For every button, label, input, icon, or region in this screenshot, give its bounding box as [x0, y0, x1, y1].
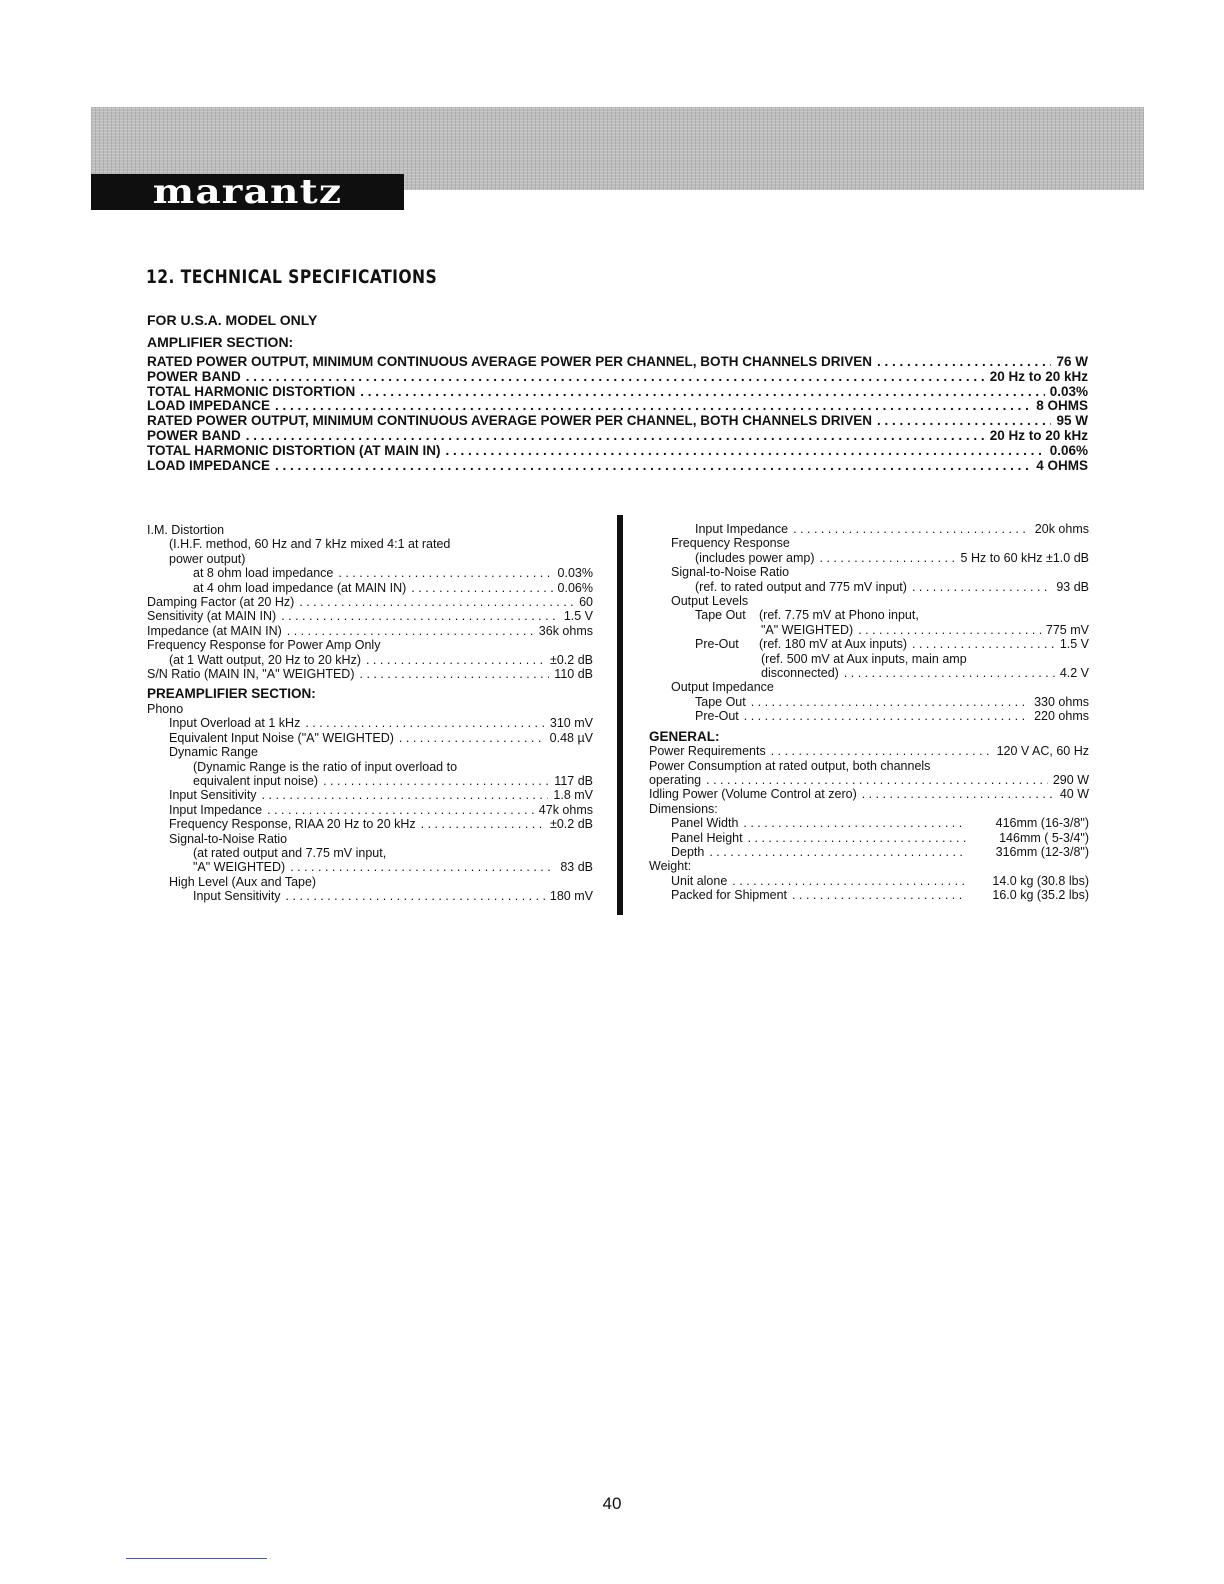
- spec-row: [147, 774, 593, 788]
- leader-dots: [246, 370, 985, 385]
- freq-response-label: Frequency Response: [671, 536, 790, 551]
- spec-row: [147, 817, 593, 831]
- leader-dots: [286, 889, 545, 903]
- leader-dots: [771, 744, 992, 758]
- spec-label: Unit alone: [671, 873, 728, 888]
- leader-dots: [793, 522, 1030, 536]
- leader-dots: [792, 888, 966, 902]
- spec-row: [649, 709, 1089, 723]
- spec-value: 0.06%: [557, 580, 593, 595]
- spec-row: [649, 874, 1089, 888]
- spec-label: Equivalent Input Noise ("A" WEIGHTED): [169, 730, 394, 745]
- spec-label: operating: [649, 772, 702, 787]
- general-heading: GENERAL:: [649, 728, 720, 744]
- footer-rule: [126, 1558, 267, 1559]
- dynamic-range-label: Dynamic Range: [169, 745, 258, 760]
- pre-out-note: (ref. 500 mV at Aux inputs, main amp: [761, 651, 967, 666]
- dynamic-range-note: (Dynamic Range is the ratio of input overload to: [193, 759, 458, 774]
- spec-label: "A" WEIGHTED): [193, 860, 286, 875]
- spec-value: 290 W: [1052, 772, 1089, 787]
- spec-row: [649, 580, 1089, 594]
- pre-out-label: Pre-Out: [695, 637, 739, 652]
- spec-value: 36k ohms: [538, 623, 593, 638]
- leader-dots: [744, 709, 1029, 723]
- spec-value: 220 ohms: [1034, 709, 1089, 724]
- spec-row: [147, 444, 1088, 459]
- leader-dots: [338, 566, 552, 580]
- leader-dots: [844, 666, 1055, 680]
- spec-value: 60: [579, 595, 593, 610]
- leader-dots: [323, 774, 549, 788]
- spec-label: LOAD IMPEDANCE: [147, 398, 271, 414]
- leader-dots: [421, 817, 545, 831]
- spec-label: (ref. 180 mV at Aux inputs): [759, 637, 907, 652]
- spec-label: Input Impedance: [695, 522, 789, 536]
- spec-label: disconnected): [761, 666, 839, 681]
- spec-value: 110 dB: [554, 667, 593, 682]
- spec-label: TOTAL HARMONIC DISTORTION: [147, 383, 356, 399]
- spec-value: 93 dB: [1056, 579, 1089, 594]
- spec-value: 4 OHMS: [1036, 457, 1088, 473]
- spec-row: [649, 816, 1089, 830]
- spec-row: [649, 845, 1089, 859]
- spec-row: [147, 414, 1088, 429]
- snr-label: Signal-to-Noise Ratio: [671, 565, 790, 580]
- spec-row: [649, 744, 1089, 758]
- spec-value: 330 ohms: [1034, 694, 1089, 709]
- leader-dots: [290, 860, 555, 874]
- spec-value: 20k ohms: [1034, 522, 1089, 536]
- spec-label: "A" WEIGHTED): [761, 622, 854, 637]
- im-distortion-label: I.M. Distortion: [147, 523, 225, 537]
- spec-row: [147, 889, 593, 903]
- spec-label: at 4 ohm load impedance (at MAIN IN): [193, 580, 407, 595]
- spec-value: 4.2 V: [1059, 666, 1089, 681]
- leader-dots: [411, 581, 552, 595]
- spec-value: 16.0 kg (35.2 lbs): [992, 888, 1089, 903]
- spec-row: [147, 355, 1088, 370]
- spec-row: [147, 429, 1088, 444]
- spec-value: 146mm ( 5-3/4"): [999, 830, 1089, 845]
- spec-label: Packed for Shipment: [671, 888, 788, 903]
- leader-dots: [732, 874, 966, 888]
- snr-note: (at rated output and 7.75 mV input,: [193, 845, 387, 860]
- weight-label: Weight:: [649, 859, 692, 874]
- amplifier-heading: AMPLIFIER SECTION:: [147, 334, 294, 350]
- spec-row: [147, 459, 1088, 474]
- phono-label: Phono: [147, 701, 184, 716]
- leader-dots: [912, 580, 1051, 594]
- leader-dots: [445, 444, 1044, 459]
- spec-label: Power Requirements: [649, 744, 766, 759]
- spec-row: [649, 787, 1089, 801]
- spec-row: [147, 803, 593, 817]
- spec-row: [147, 731, 593, 745]
- amplifier-spec-list: [147, 355, 1088, 473]
- right-spec-column: [649, 522, 1089, 903]
- spec-row: [147, 624, 593, 638]
- spec-row: [147, 609, 593, 623]
- leader-dots: [267, 803, 534, 817]
- leader-dots: [281, 609, 559, 623]
- spec-row: [649, 831, 1089, 845]
- spec-row: [147, 716, 593, 730]
- preamp-heading: PREAMPLIFIER SECTION:: [147, 686, 316, 702]
- dimensions-label: Dimensions:: [649, 801, 718, 816]
- spec-label: LOAD IMPEDANCE: [147, 457, 271, 473]
- logo-text: marantz: [152, 172, 343, 212]
- spec-value: 76 W: [1056, 354, 1088, 369]
- spec-value: 310 mV: [549, 716, 593, 731]
- spec-value: 0.03%: [1049, 383, 1088, 399]
- spec-row: [649, 623, 1089, 637]
- marantz-logo: [91, 174, 404, 210]
- high-level-label: High Level (Aux and Tape): [169, 874, 317, 889]
- model-note: FOR U.S.A. MODEL ONLY: [147, 312, 318, 328]
- spec-label: POWER BAND: [147, 368, 241, 384]
- spec-value: 40 W: [1059, 787, 1089, 802]
- spec-value: 20 Hz to 20 kHz: [989, 427, 1088, 443]
- leader-dots: [275, 459, 1031, 474]
- spec-label: Panel Height: [671, 830, 743, 845]
- spec-label: Input Sensitivity: [193, 889, 281, 904]
- spec-value: 416mm (16-3/8"): [995, 816, 1089, 831]
- spec-row: [147, 653, 593, 667]
- spec-label: RATED POWER OUTPUT, MINIMUM CONTINUOUS AVERAGE POWER PER CHANNEL, BOTH CHANNELS DRIVEN: [147, 413, 873, 429]
- spec-value: 95 W: [1056, 413, 1088, 429]
- leader-dots: [360, 667, 550, 681]
- ihf-method-note: (I.H.F. method, 60 Hz and 7 kHz mixed 4:1 at rated: [169, 537, 451, 552]
- spec-value: 0.48 µV: [549, 730, 593, 745]
- leader-dots: [246, 429, 985, 444]
- spec-row: [147, 788, 593, 802]
- leader-dots: [299, 595, 574, 609]
- leader-dots: [748, 831, 966, 845]
- leader-dots: [709, 845, 966, 859]
- leader-dots: [912, 637, 1055, 651]
- leader-dots: [877, 355, 1051, 370]
- spec-label: Input Overload at 1 kHz: [169, 716, 301, 731]
- leader-dots: [399, 731, 545, 745]
- spec-row: [649, 666, 1089, 680]
- spec-value: 14.0 kg (30.8 lbs): [992, 873, 1089, 888]
- leader-dots: [262, 788, 549, 802]
- leader-dots: [858, 623, 1041, 637]
- spec-value: 47k ohms: [538, 802, 593, 817]
- spec-label: Tape Out: [695, 694, 746, 709]
- spec-row: [649, 637, 1089, 651]
- spec-value: 83 dB: [560, 860, 593, 875]
- spec-value: ±0.2 dB: [550, 652, 593, 667]
- spec-label: equivalent input noise): [193, 773, 319, 788]
- freq-response-label: Frequency Response for Power Amp Only: [147, 638, 381, 653]
- spec-value: 316mm (12-3/8"): [995, 844, 1089, 859]
- leader-dots: [820, 551, 956, 565]
- leader-dots: [366, 653, 545, 667]
- leader-dots: [360, 385, 1044, 400]
- spec-value: 0.06%: [1049, 442, 1088, 458]
- tape-out-line: [649, 608, 1089, 622]
- spec-row: [649, 773, 1089, 787]
- output-levels-label: Output Levels: [671, 594, 749, 609]
- spec-value: 1.5 V: [563, 609, 593, 624]
- leader-dots: [877, 414, 1051, 429]
- spec-label: Frequency Response, RIAA 20 Hz to 20 kHz: [169, 817, 416, 832]
- spec-value: 775 mV: [1045, 622, 1089, 637]
- leader-dots: [275, 399, 1031, 414]
- spec-row: [147, 667, 593, 681]
- spec-label: POWER BAND: [147, 427, 241, 443]
- column-divider: [617, 515, 623, 915]
- page-number: 40: [602, 1494, 622, 1513]
- spec-label: RATED POWER OUTPUT, MINIMUM CONTINUOUS AVERAGE POWER PER CHANNEL, BOTH CHANNELS DRIVEN: [147, 354, 873, 369]
- spec-label: TOTAL HARMONIC DISTORTION (AT MAIN IN): [147, 442, 441, 458]
- leader-dots: [287, 624, 534, 638]
- power-consumption-label: Power Consumption at rated output, both channels: [649, 758, 931, 773]
- output-impedance-label: Output Impedance: [671, 680, 774, 695]
- spec-label: at 8 ohm load impedance: [193, 566, 334, 581]
- spec-row: [147, 370, 1088, 385]
- spec-label: Pre-Out: [695, 709, 739, 724]
- spec-label: (includes power amp): [695, 550, 815, 565]
- spec-label: Panel Width: [671, 816, 739, 831]
- spec-value: 8 OHMS: [1036, 398, 1088, 414]
- leader-dots: [862, 787, 1055, 801]
- spec-label: (at 1 Watt output, 20 Hz to 20 kHz): [169, 652, 361, 667]
- spec-row: [649, 551, 1089, 565]
- spec-label: Damping Factor (at 20 Hz): [147, 595, 295, 610]
- leader-dots: [743, 816, 966, 830]
- spec-label: (ref. to rated output and 775 mV input): [695, 579, 907, 594]
- pre-out-line: [695, 637, 907, 651]
- spec-label: Input Sensitivity: [169, 788, 257, 803]
- spec-label: Input Impedance: [169, 802, 263, 817]
- spec-label: Depth: [671, 844, 705, 859]
- spec-row: [147, 399, 1088, 414]
- spec-value: 1.5 V: [1059, 637, 1089, 652]
- spec-label: Impedance (at MAIN IN): [147, 623, 282, 638]
- spec-row: [649, 888, 1089, 902]
- spec-value: 0.03%: [557, 566, 593, 581]
- page-title: 12. TECHNICAL SPECIFICATIONS: [146, 266, 438, 288]
- spec-row: [649, 522, 1089, 536]
- spec-row: [147, 566, 593, 580]
- spec-row: [147, 581, 593, 595]
- spec-value: 120 V AC, 60 Hz: [996, 744, 1089, 759]
- spec-value: 1.8 mV: [553, 788, 593, 803]
- tape-out-note: (ref. 7.75 mV at Phono input,: [759, 608, 919, 623]
- snr-label: Signal-to-Noise Ratio: [169, 831, 288, 846]
- spec-row: [147, 860, 593, 874]
- tape-out-label: Tape Out: [695, 608, 746, 623]
- leader-dots: [751, 695, 1029, 709]
- leader-dots: [305, 716, 545, 730]
- spec-row: [649, 695, 1089, 709]
- leader-dots: [706, 773, 1048, 787]
- left-spec-column: [147, 523, 593, 904]
- spec-value: 117 dB: [554, 773, 593, 788]
- spec-row: [147, 385, 1088, 400]
- spec-value: 180 mV: [549, 889, 593, 904]
- spec-value: 5 Hz to 60 kHz ±1.0 dB: [960, 550, 1089, 565]
- spec-label: Idling Power (Volume Control at zero): [649, 787, 857, 802]
- ihf-method-note-cont: power output): [169, 551, 246, 566]
- spec-label: Sensitivity (at MAIN IN): [147, 609, 277, 624]
- spec-label: S/N Ratio (MAIN IN, "A" WEIGHTED): [147, 667, 355, 682]
- spec-value: 20 Hz to 20 kHz: [989, 368, 1088, 384]
- spec-value: ±0.2 dB: [550, 817, 593, 832]
- spec-row: [147, 595, 593, 609]
